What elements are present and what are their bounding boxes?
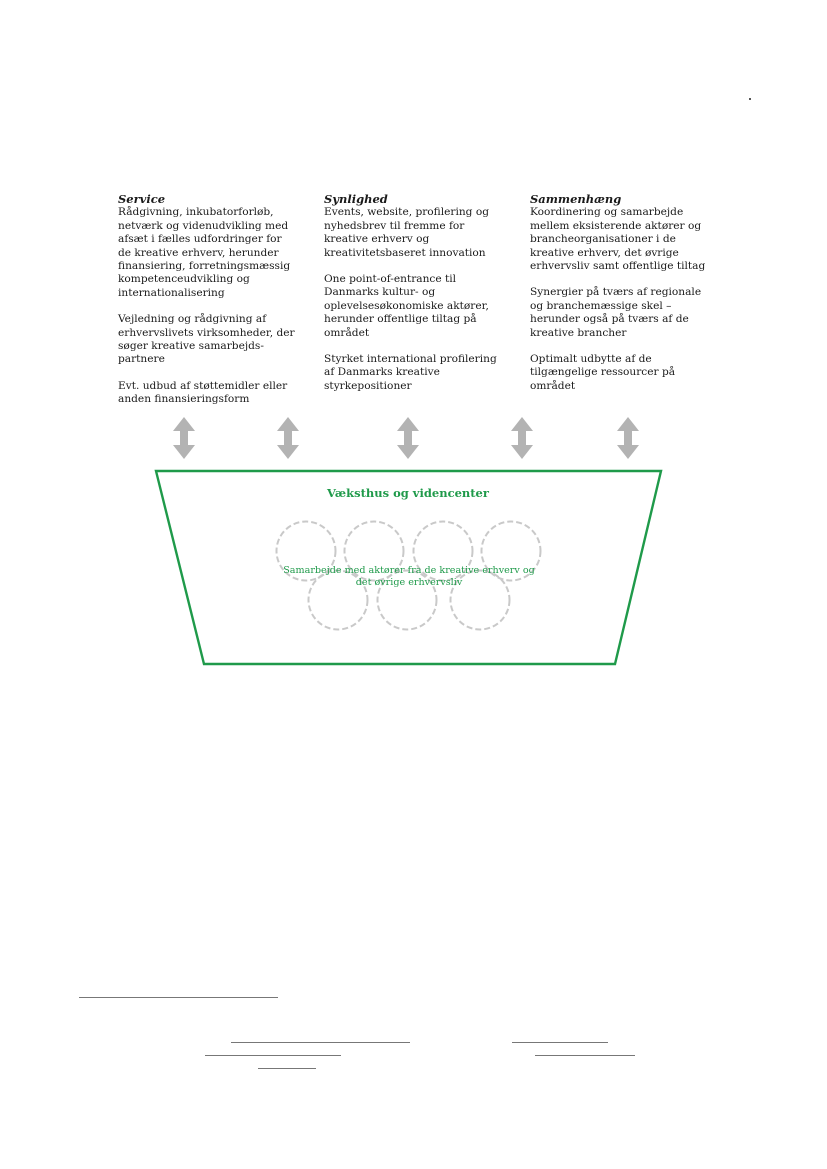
hub-title: Væksthus og videncenter — [327, 486, 489, 500]
double-arrow-icon — [617, 417, 639, 459]
double-arrow-icon — [173, 417, 195, 459]
footnote-link-underline — [258, 1068, 316, 1069]
hub-subtitle-line2: det øvrige erhvervsliv — [355, 577, 463, 588]
footnote-link-underline — [205, 1055, 341, 1056]
arrow-group — [173, 417, 639, 459]
hub-subtitle-line1: Samarbejde med aktører fra de kreative erhverv og — [283, 565, 535, 576]
column-heading-synlighed: Synlighed — [324, 192, 388, 206]
column-paragraph: Evt. udbud af støttemidler eller anden finansieringsform — [118, 379, 288, 406]
column-paragraph: Styrket international profilering af Danmarks kreative styrkepositioner — [324, 353, 497, 392]
footnote-separator — [79, 997, 278, 998]
column-paragraph: One point-of-entrance til Danmarks kultur- og oplevelsesøkonomiske aktører, herunder offentlige tiltag på området — [324, 273, 489, 339]
footnote-link-underline — [535, 1055, 635, 1056]
footnote-link-underline — [231, 1042, 410, 1043]
column-paragraph: Rådgivning, inkubatorforløb, netværk og videnudvikling med afsæt i fælles udfordringer for de kreative erhverv, herunder finansiering, forretningsmæssig kompetenceudvikling og internationalisering — [118, 206, 291, 299]
double-arrow-icon — [277, 417, 299, 459]
double-arrow-icon — [397, 417, 419, 459]
column-paragraph: Optimalt udbytte af de tilgængelige ressourcer på området — [530, 353, 676, 392]
double-arrow-icon — [511, 417, 533, 459]
column-paragraph: Events, website, profilering og nyhedsbrev til fremme for kreative erhverv og kreativitetsbaseret innovation — [324, 206, 489, 259]
column-heading-sammenhaeng: Sammenhæng — [530, 192, 622, 206]
column-paragraph: Koordinering og samarbejde mellem eksisterende aktører og brancheorganisationer i de kreative erhverv, det øvrige erhvervsliv samt offentlige tiltag — [530, 206, 706, 273]
footnote-link-underline — [512, 1042, 608, 1043]
column-paragraph: Synergier på tværs af regionale og branchemæssige skel – herunder også på tværs af de kreative brancher — [530, 286, 702, 339]
column-paragraph: Vejledning og rådgivning af erhvervslivets virksomheder, der søger kreative samarbejds-partnere — [118, 313, 295, 366]
column-heading-service: Service — [118, 192, 166, 206]
